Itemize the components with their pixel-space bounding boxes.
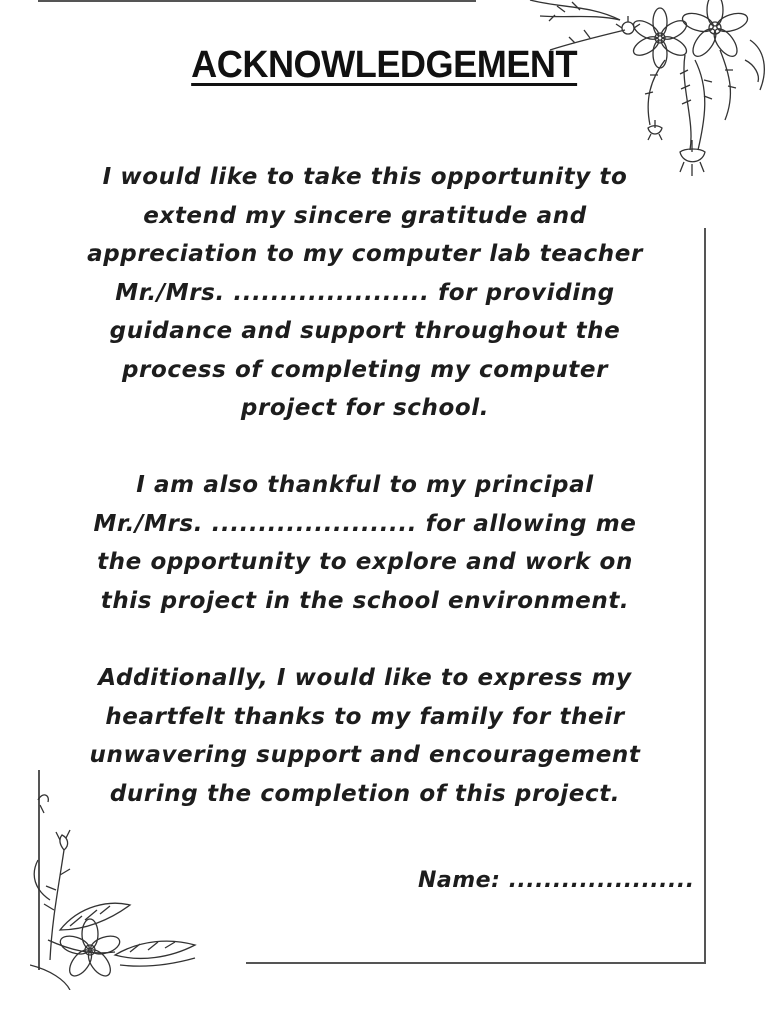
- name-label: Name:: [418, 868, 501, 893]
- text-line: unwavering support and encouragement: [89, 742, 641, 768]
- text-line: Mr./Mrs. ...................... for allowing me: [93, 510, 637, 537]
- text-line: during the completion of this project.: [109, 780, 621, 807]
- paragraph-family-thanks: [40, 659, 690, 813]
- paragraph-principal-thanks: [40, 466, 690, 620]
- text-line: heartfelt thanks to my family for their: [105, 703, 625, 730]
- text-line: process of completing my computer: [121, 356, 609, 383]
- page-title-container: [0, 44, 768, 87]
- paragraph-teacher-thanks: [40, 158, 690, 428]
- right-border-line: [704, 228, 706, 964]
- page-title: ACKNOWLEDGEMENT: [191, 44, 577, 86]
- text-line: project for school.: [240, 395, 490, 421]
- text-line: this project in the school environment.: [100, 587, 630, 614]
- text-line: appreciation to my computer lab teacher: [87, 241, 643, 267]
- text-line: guidance and support throughout the: [109, 318, 621, 344]
- name-blank: .....................: [508, 868, 695, 893]
- name-signature-line: [418, 868, 695, 893]
- floral-corner-bottom-left-icon: [30, 790, 210, 990]
- text-line: I would like to take this opportunity to: [102, 164, 628, 190]
- text-line: extend my sincere gratitude and: [143, 202, 587, 229]
- text-line: I am also thankful to my principal: [136, 472, 594, 498]
- text-line: Mr./Mrs. ..................... for providing: [115, 279, 615, 306]
- text-line: Additionally, I would like to express my: [98, 665, 632, 691]
- top-border-line: [38, 0, 476, 2]
- text-line: the opportunity to explore and work on: [97, 549, 633, 575]
- bottom-border-line: [246, 962, 706, 964]
